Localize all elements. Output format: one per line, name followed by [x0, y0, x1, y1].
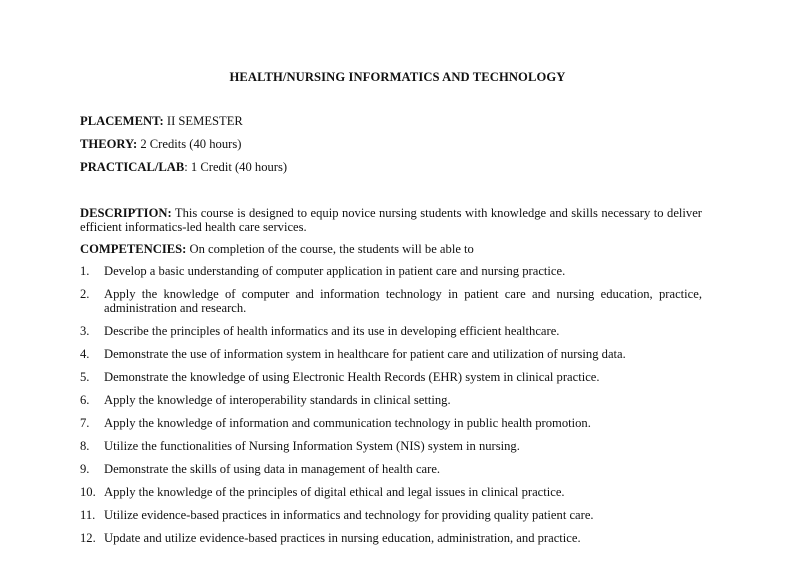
list-item-text: Describe the principles of health informatics and its use in developing efficient healthcare. — [104, 324, 560, 338]
practical-value: : 1 Credit (40 hours) — [184, 160, 288, 174]
list-item — [80, 462, 702, 476]
list-item-number: 2. — [80, 287, 90, 301]
list-item — [80, 370, 702, 384]
list-item — [80, 347, 702, 361]
list-item-number: 5. — [80, 370, 90, 384]
competencies-heading — [80, 242, 474, 257]
description-paragraph — [80, 206, 702, 234]
list-item-number: 6. — [80, 393, 90, 407]
list-item — [80, 416, 702, 430]
list-item-text: Utilize evidence-based practices in informatics and technology for providing quality patient care. — [104, 508, 594, 522]
list-item-number: 9. — [80, 462, 90, 476]
list-item — [80, 508, 702, 522]
list-item — [80, 264, 702, 278]
list-item-number: 3. — [80, 324, 90, 338]
practical-line — [80, 160, 287, 175]
list-item-number: 7. — [80, 416, 90, 430]
theory-label: THEORY: — [80, 137, 138, 151]
list-item-number: 4. — [80, 347, 90, 361]
description-text: This course is designed to equip novice nursing students with knowledge and skills necessary to deliver efficient informatics-led health care services. — [80, 206, 702, 234]
competencies-list — [80, 264, 702, 545]
placement-label: PLACEMENT: — [80, 114, 164, 128]
theory-value: 2 Credits (40 hours) — [137, 137, 242, 151]
list-item-text: Update and utilize evidence-based practices in nursing education, administration, and practice. — [104, 531, 581, 545]
placement-line — [80, 114, 243, 129]
list-item-text: Demonstrate the skills of using data in management of health care. — [104, 462, 441, 476]
list-item — [80, 393, 702, 407]
list-item — [80, 439, 702, 453]
list-item — [80, 531, 702, 545]
list-item-text: Apply the knowledge of information and communication technology in public health promotion. — [104, 416, 591, 430]
list-item-number: 10. — [80, 485, 96, 499]
competencies-intro: On completion of the course, the students will be able to — [186, 242, 474, 256]
list-item-text: Apply the knowledge of computer and information technology in patient care and nursing education, practice, administration and research. — [104, 287, 702, 315]
competencies-label: COMPETENCIES: — [80, 242, 187, 256]
list-item-number: 1. — [80, 264, 90, 278]
description-label: DESCRIPTION: — [80, 206, 172, 220]
list-item-text: Apply the knowledge of the principles of digital ethical and legal issues in clinical practice. — [104, 485, 565, 499]
theory-line — [80, 137, 241, 152]
list-item-text: Demonstrate the use of information system in healthcare for patient care and utilization of nursing data. — [104, 347, 626, 361]
list-item-text: Utilize the functionalities of Nursing Information System (NIS) system in nursing. — [104, 439, 520, 453]
list-item-text: Apply the knowledge of interoperability standards in clinical setting. — [104, 393, 451, 407]
placement-value: II SEMESTER — [163, 114, 243, 128]
list-item-number: 12. — [80, 531, 96, 545]
list-item-text: Demonstrate the knowledge of using Electronic Health Records (EHR) system in clinical practice. — [104, 370, 600, 384]
list-item — [80, 324, 702, 338]
document-title: HEALTH/NURSING INFORMATICS AND TECHNOLOGY — [229, 70, 566, 84]
list-item-number: 11. — [80, 508, 96, 522]
list-item-text: Develop a basic understanding of computer application in patient care and nursing practice. — [104, 264, 566, 278]
list-item-number: 8. — [80, 439, 90, 453]
practical-label: PRACTICAL/LAB — [80, 160, 185, 174]
list-item — [80, 287, 702, 315]
list-item — [80, 485, 702, 499]
